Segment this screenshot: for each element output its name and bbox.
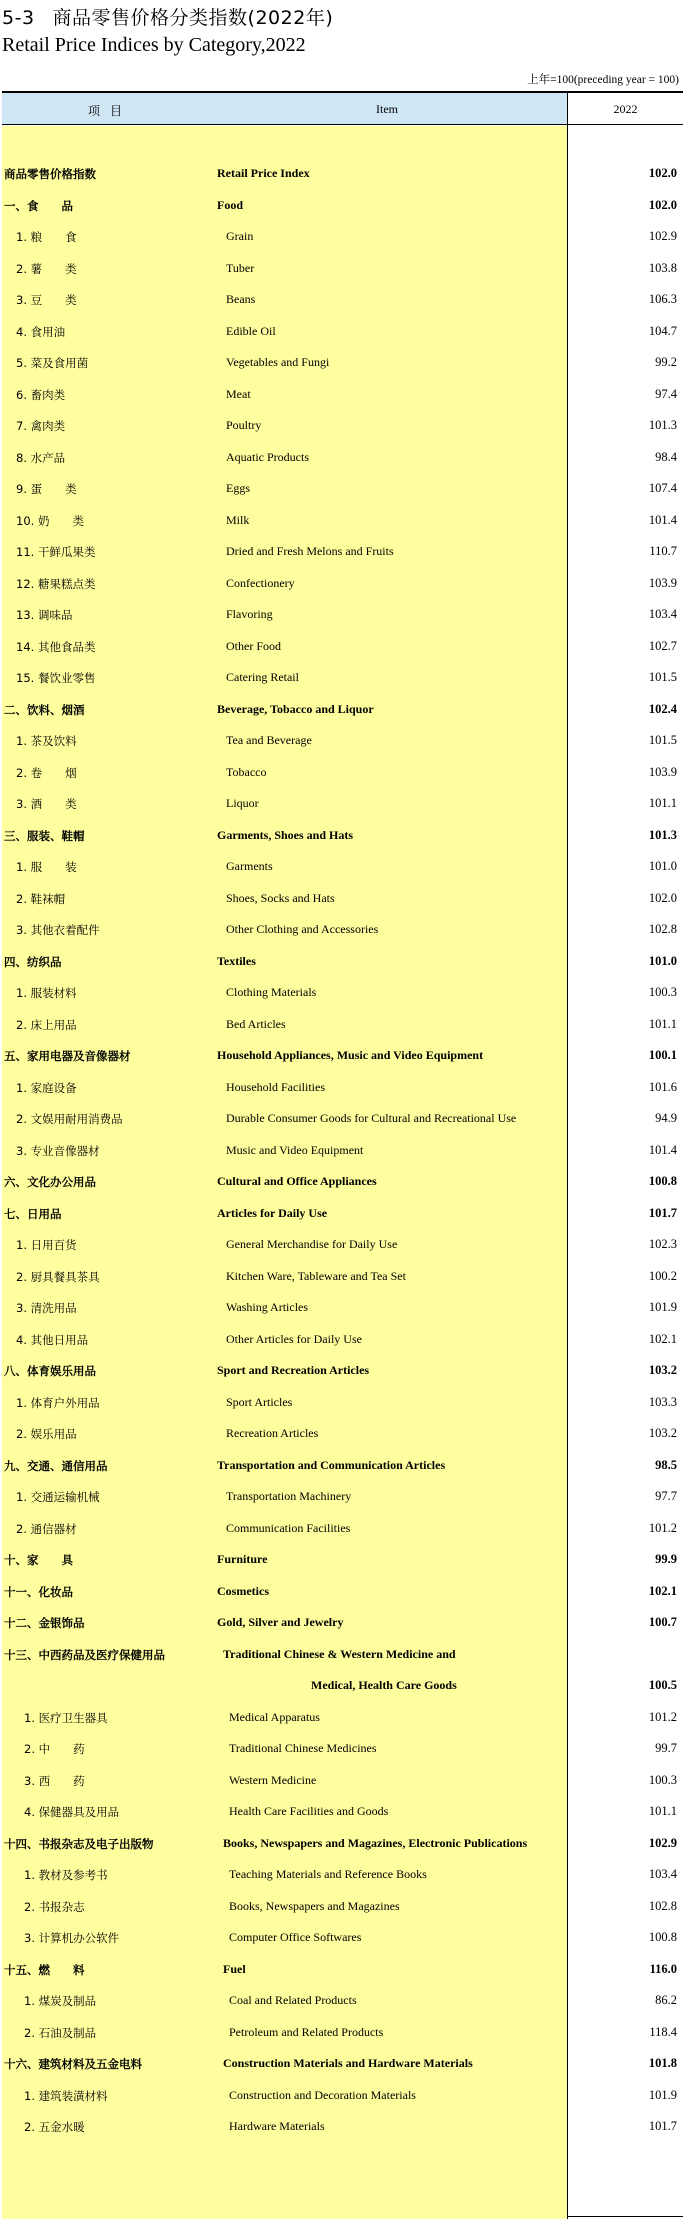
row-item-en: Eggs <box>226 481 250 495</box>
row-item-cn: 3. 专业音像器材 <box>16 1143 100 1158</box>
row-item-cn: 一、食 品 <box>4 198 73 213</box>
row-item-cn: 8. 水产品 <box>16 450 66 465</box>
row-value: 103.9 <box>648 764 677 779</box>
row-item-cn: 12. 糖果糕点类 <box>16 576 96 591</box>
row-item-cn: 2. 书报杂志 <box>24 1899 85 1914</box>
row-item-cn: 2. 通信器材 <box>16 1521 77 1536</box>
row-value: 102.0 <box>648 166 677 180</box>
row-value: 98.5 <box>655 1457 677 1472</box>
row-item-cn: 3. 西 药 <box>24 1773 85 1788</box>
table-row <box>2 1796 683 1828</box>
row-item-en: Beans <box>226 292 256 306</box>
table-row <box>2 1922 683 1954</box>
row-value: 99.2 <box>655 355 677 369</box>
table-row <box>2 2080 683 2112</box>
row-item-en: Fuel <box>223 1961 246 1976</box>
row-value: 101.5 <box>648 670 677 684</box>
row-item-en: Aquatic Products <box>226 449 309 464</box>
row-item-en: Confectionery <box>226 575 295 590</box>
row-item-en: Bed Articles <box>226 1016 286 1031</box>
row-value: 101.6 <box>648 1079 677 1094</box>
row-item-en: Catering Retail <box>226 670 299 684</box>
row-value: 101.2 <box>648 1709 677 1724</box>
table-row <box>2 1765 683 1797</box>
table-row <box>2 190 683 222</box>
row-item-en: Sport and Recreation Articles <box>217 1363 370 1377</box>
table-row <box>2 1544 683 1576</box>
row-item-cn: 十三、中西药品及医疗保健用品 <box>4 1647 165 1662</box>
row-item-cn: 九、交通、通信用品 <box>4 1458 108 1473</box>
table-row <box>2 1733 683 1765</box>
row-value: 101.5 <box>648 733 677 747</box>
table-row <box>2 2017 683 2049</box>
row-item-en: Household Appliances, Music and Video Equipment <box>217 1048 484 1062</box>
table-row <box>2 725 683 757</box>
row-item-en: Flavoring <box>226 607 273 621</box>
row-item-en: Computer Office Softwares <box>229 1930 362 1944</box>
row-value: 101.4 <box>648 512 677 527</box>
row-value: 101.8 <box>648 2056 677 2070</box>
row-item-cn: 1. 医疗卫生器具 <box>24 1710 108 1725</box>
page-title-cn <box>2 3 333 30</box>
row-item-cn: 3. 计算机办公软件 <box>24 1931 120 1945</box>
row-item-en: Books, Newspapers and Magazines <box>229 1898 400 1913</box>
row-item-en: Recreation Articles <box>226 1426 319 1440</box>
row-value: 102.0 <box>648 890 677 905</box>
row-item-cn: 4. 其他日用品 <box>16 1332 89 1347</box>
row-value: 103.2 <box>648 1426 677 1440</box>
row-item-cn: 2. 娱乐用品 <box>16 1427 77 1441</box>
row-item-cn: 3. 酒 类 <box>16 797 77 811</box>
row-item-en: Petroleum and Related Products <box>229 2024 384 2039</box>
row-item-en: Liquor <box>226 796 259 810</box>
row-item-en: Shoes, Socks and Hats <box>226 890 335 905</box>
table-row <box>2 1639 683 1671</box>
row-item-en: Teaching Materials and Reference Books <box>229 1867 427 1881</box>
row-value: 101.0 <box>648 859 677 873</box>
row-item-cn: 三、服装、鞋帽 <box>4 828 85 843</box>
table-row <box>2 1229 683 1261</box>
row-value: 97.4 <box>655 386 677 401</box>
row-item-en: Construction Materials and Hardware Materials <box>223 2056 473 2070</box>
row-value: 100.8 <box>648 1930 677 1944</box>
row-item-cn: 商品零售价格指数 <box>4 167 96 181</box>
row-value: 102.0 <box>648 197 677 212</box>
row-item-en: Clothing Materials <box>226 985 317 999</box>
row-item-en: Tobacco <box>226 764 267 779</box>
row-value: 94.9 <box>655 1111 677 1125</box>
row-value: 100.8 <box>648 1174 677 1188</box>
price-index-table <box>2 91 683 2217</box>
row-item-cn: 2. 五金水暖 <box>24 2120 85 2134</box>
table-row <box>2 662 683 694</box>
table-row <box>2 1387 683 1419</box>
table-row <box>2 883 683 915</box>
row-item-cn: 2. 薯 类 <box>16 261 77 276</box>
row-item-en: Other Articles for Daily Use <box>226 1331 362 1346</box>
row-value: 101.1 <box>648 1016 677 1031</box>
row-item-en: Sport Articles <box>226 1394 293 1409</box>
row-item-en: Dried and Fresh Melons and Fruits <box>226 544 394 558</box>
table-row <box>2 1891 683 1923</box>
row-value: 101.7 <box>648 2119 677 2133</box>
row-value: 102.9 <box>648 1835 677 1850</box>
table-row <box>2 1261 683 1293</box>
row-item-cn: 1. 建筑装潢材料 <box>24 2088 108 2103</box>
row-value: 99.9 <box>655 1552 677 1566</box>
table-row <box>2 1481 683 1513</box>
row-item-en: General Merchandise for Daily Use <box>226 1237 398 1251</box>
page-title-en: Retail Price Indices by Category,2022 <box>2 34 306 56</box>
table-row <box>2 599 683 631</box>
row-value: 103.2 <box>648 1363 677 1377</box>
table-row <box>2 1670 683 1702</box>
row-item-cn: 4. 保健器具及用品 <box>24 1805 120 1819</box>
row-item-en: Other Clothing and Accessories <box>226 922 379 936</box>
row-item-en: Garments, Shoes and Hats <box>217 827 354 842</box>
table-row <box>2 1166 683 1198</box>
row-item-cn: 9. 蛋 类 <box>16 482 77 496</box>
row-item-en: Other Food <box>226 638 281 653</box>
row-value: 101.1 <box>648 1804 677 1818</box>
row-value: 101.3 <box>648 418 677 432</box>
row-item-cn: 七、日用品 <box>4 1206 62 1221</box>
row-value: 103.8 <box>648 260 677 275</box>
row-value: 101.2 <box>648 1520 677 1535</box>
row-item-cn: 13. 调味品 <box>16 608 73 622</box>
table-row <box>2 1072 683 1104</box>
row-item-en: Beverage, Tobacco and Liquor <box>217 701 374 716</box>
row-value: 100.2 <box>648 1268 677 1283</box>
row-item-cn: 3. 清洗用品 <box>16 1301 77 1315</box>
row-item-cn: 11. 干鲜瓜果类 <box>16 545 96 559</box>
table-row <box>2 1985 683 2017</box>
table-row <box>2 1859 683 1891</box>
row-item-cn: 五、家用电器及音像器材 <box>4 1049 131 1063</box>
row-value: 102.7 <box>648 638 677 653</box>
table-row <box>2 505 683 537</box>
row-value: 101.0 <box>648 953 677 968</box>
row-item-cn: 14. 其他食品类 <box>16 639 96 654</box>
table-row <box>2 1418 683 1450</box>
table-row <box>2 1702 683 1734</box>
row-item-en: Durable Consumer Goods for Cultural and Recreational Use <box>226 1111 517 1125</box>
row-item-cn: 十一、化妆品 <box>4 1584 73 1599</box>
table-row <box>2 788 683 820</box>
row-item-en: Cosmetics <box>217 1583 269 1598</box>
row-item-en: Retail Price Index <box>217 166 310 180</box>
table-row <box>2 914 683 946</box>
row-item-en: Construction and Decoration Materials <box>229 2087 416 2102</box>
row-item-en: Medical, Health Care Goods <box>311 1678 457 1692</box>
table-row <box>2 158 683 190</box>
row-value: 100.5 <box>648 1678 677 1692</box>
row-item-cn: 1. 服 装 <box>16 860 77 874</box>
row-item-en: Health Care Facilities and Goods <box>229 1804 389 1818</box>
column-header-item-en: Item <box>376 102 398 116</box>
row-item-cn: 十、家 具 <box>4 1553 73 1567</box>
table-row <box>2 221 683 253</box>
row-item-cn: 1. 家庭设备 <box>16 1080 77 1095</box>
row-item-en: Garments <box>226 859 273 873</box>
row-item-cn: 1. 教材及参考书 <box>24 1868 108 1882</box>
row-value: 107.4 <box>648 481 677 495</box>
row-value: 102.1 <box>648 1331 677 1346</box>
table-row <box>2 1355 683 1387</box>
row-item-en: Hardware Materials <box>229 2119 325 2133</box>
row-item-cn: 十六、建筑材料及五金电料 <box>4 2057 142 2071</box>
row-item-en: Poultry <box>226 418 262 432</box>
row-value: 100.1 <box>648 1048 677 1062</box>
table-row <box>2 379 683 411</box>
table-row <box>2 1576 683 1608</box>
row-item-cn: 3. 其他衣着配件 <box>16 923 100 937</box>
table-row <box>2 757 683 789</box>
row-item-cn: 2. 中 药 <box>24 1742 85 1756</box>
row-item-en: Household Facilities <box>226 1079 325 1094</box>
row-value: 99.7 <box>655 1741 677 1755</box>
row-value: 102.8 <box>648 1898 677 1913</box>
table-row <box>2 820 683 852</box>
row-value: 102.8 <box>648 922 677 936</box>
row-value: 98.4 <box>655 449 677 464</box>
row-value: 103.9 <box>648 575 677 590</box>
row-item-en: Food <box>217 197 244 212</box>
row-item-cn: 2. 卷 烟 <box>16 765 77 780</box>
row-item-cn: 4. 食用油 <box>16 324 66 339</box>
row-item-en: Grain <box>226 229 254 243</box>
row-item-cn: 八、体育娱乐用品 <box>4 1364 96 1378</box>
row-value: 106.3 <box>648 292 677 306</box>
table-row <box>2 1954 683 1986</box>
row-value: 116.0 <box>649 1961 677 1976</box>
row-value: 102.4 <box>648 701 677 716</box>
row-item-en: Textiles <box>217 953 256 968</box>
row-item-cn: 15. 餐饮业零售 <box>16 671 96 685</box>
row-item-cn: 3. 豆 类 <box>16 293 77 307</box>
row-item-en: Transportation Machinery <box>226 1489 352 1503</box>
row-item-cn: 十二、金银饰品 <box>4 1616 85 1630</box>
table-row <box>2 410 683 442</box>
table-row <box>2 1135 683 1167</box>
table-row <box>2 694 683 726</box>
table-row <box>2 442 683 474</box>
row-value: 101.1 <box>648 796 677 810</box>
row-value: 110.7 <box>649 544 677 558</box>
row-value: 103.3 <box>648 1394 677 1409</box>
row-value: 101.4 <box>648 1142 677 1157</box>
row-value: 100.7 <box>648 1615 677 1629</box>
row-item-cn: 1. 粮 食 <box>16 230 77 244</box>
row-item-cn: 1. 茶及饮料 <box>16 734 77 748</box>
row-value: 100.3 <box>648 1772 677 1787</box>
row-item-cn: 四、纺织品 <box>4 954 62 969</box>
table-row <box>2 1828 683 1860</box>
table-row <box>2 2048 683 2080</box>
table-row <box>2 1040 683 1072</box>
row-item-cn: 1. 服装材料 <box>16 986 77 1000</box>
row-item-cn: 1. 日用百货 <box>16 1238 77 1252</box>
row-item-en: Western Medicine <box>229 1772 317 1787</box>
row-item-en: Cultural and Office Appliances <box>217 1174 377 1188</box>
row-item-cn: 2. 石油及制品 <box>24 2025 97 2040</box>
row-item-en: Traditional Chinese Medicines <box>229 1741 377 1755</box>
row-value: 101.3 <box>648 827 677 842</box>
table-row <box>2 347 683 379</box>
row-item-cn: 1. 煤炭及制品 <box>24 1994 97 2008</box>
table-row <box>2 1324 683 1356</box>
row-value: 97.7 <box>655 1489 677 1503</box>
table-row <box>2 284 683 316</box>
row-item-cn: 2. 文娱用耐用消费品 <box>16 1112 123 1126</box>
row-value: 86.2 <box>655 1993 677 2007</box>
row-value: 101.9 <box>648 1300 677 1314</box>
row-item-cn: 二、饮料、烟酒 <box>4 702 85 717</box>
table-number: 5-3 <box>2 7 35 29</box>
row-item-cn: 5. 菜及食用菌 <box>16 356 89 370</box>
table-row <box>2 253 683 285</box>
table-row <box>2 977 683 1009</box>
row-item-en: Articles for Daily Use <box>217 1205 328 1220</box>
table-row <box>2 1513 683 1545</box>
row-item-en: Traditional Chinese & Western Medicine and <box>223 1646 456 1661</box>
row-value: 101.7 <box>648 1205 677 1220</box>
table-row <box>2 316 683 348</box>
row-item-en: Tuber <box>226 260 255 275</box>
row-value: 103.4 <box>648 607 677 621</box>
row-item-cn: 10. 奶 类 <box>16 513 84 528</box>
table-header-item <box>2 93 567 125</box>
row-value: 103.4 <box>648 1867 677 1881</box>
table-row <box>2 536 683 568</box>
row-item-en: Communication Facilities <box>226 1520 351 1535</box>
row-item-cn: 1. 交通运输机械 <box>16 1490 100 1504</box>
table-row <box>2 946 683 978</box>
row-item-cn: 6. 畜肉类 <box>16 387 66 402</box>
row-item-en: Washing Articles <box>226 1300 309 1314</box>
table-row <box>2 631 683 663</box>
row-item-en: Books, Newspapers and Magazines, Electronic Publications <box>223 1835 528 1850</box>
column-header-year: 2022 <box>613 102 638 116</box>
table-row <box>2 851 683 883</box>
row-item-en: Meat <box>226 386 251 401</box>
row-item-en: Medical Apparatus <box>229 1709 320 1724</box>
row-value: 102.1 <box>648 1583 677 1598</box>
row-item-en: Music and Video Equipment <box>226 1142 364 1157</box>
row-item-en: Vegetables and Fungi <box>226 355 330 369</box>
row-item-en: Coal and Related Products <box>229 1993 357 2007</box>
table-row <box>2 1450 683 1482</box>
row-item-cn: 十五、燃 料 <box>4 1962 85 1977</box>
row-item-cn: 2. 床上用品 <box>16 1017 77 1032</box>
row-item-en: Furniture <box>217 1552 268 1566</box>
row-value: 102.3 <box>648 1237 677 1251</box>
row-item-cn: 7. 禽肉类 <box>16 419 66 433</box>
row-value: 102.9 <box>648 229 677 243</box>
row-value: 118.4 <box>649 2024 677 2039</box>
row-item-en: Gold, Silver and Jewelry <box>217 1615 344 1629</box>
table-row <box>2 568 683 600</box>
table-row <box>2 1103 683 1135</box>
table-row <box>2 1198 683 1230</box>
row-value: 104.7 <box>648 323 677 338</box>
table-row <box>2 2111 683 2143</box>
row-item-cn: 六、文化办公用品 <box>4 1175 96 1189</box>
table-row <box>2 1009 683 1041</box>
table-row <box>2 1292 683 1324</box>
row-item-en: Milk <box>226 512 250 527</box>
row-item-en: Kitchen Ware, Tableware and Tea Set <box>226 1268 406 1283</box>
column-header-item-cn: 项目 <box>88 104 133 118</box>
title-cn-text: 商品零售价格分类指数(2022年) <box>52 7 334 29</box>
table-row <box>2 1607 683 1639</box>
row-item-cn: 2. 鞋袜帽 <box>16 891 66 906</box>
unit-note: 上年=100(preceding year = 100) <box>527 74 679 86</box>
row-item-en: Edible Oil <box>226 323 276 338</box>
row-item-cn: 1. 体育户外用品 <box>16 1395 100 1410</box>
row-item-cn: 2. 厨具餐具茶具 <box>16 1269 100 1284</box>
row-value: 101.9 <box>648 2087 677 2102</box>
row-value: 100.3 <box>648 985 677 999</box>
row-item-cn: 十四、书报杂志及电子出版物 <box>4 1836 154 1851</box>
table-row <box>2 473 683 505</box>
row-item-en: Transportation and Communication Articles <box>217 1457 446 1472</box>
row-item-en: Tea and Beverage <box>226 733 312 747</box>
